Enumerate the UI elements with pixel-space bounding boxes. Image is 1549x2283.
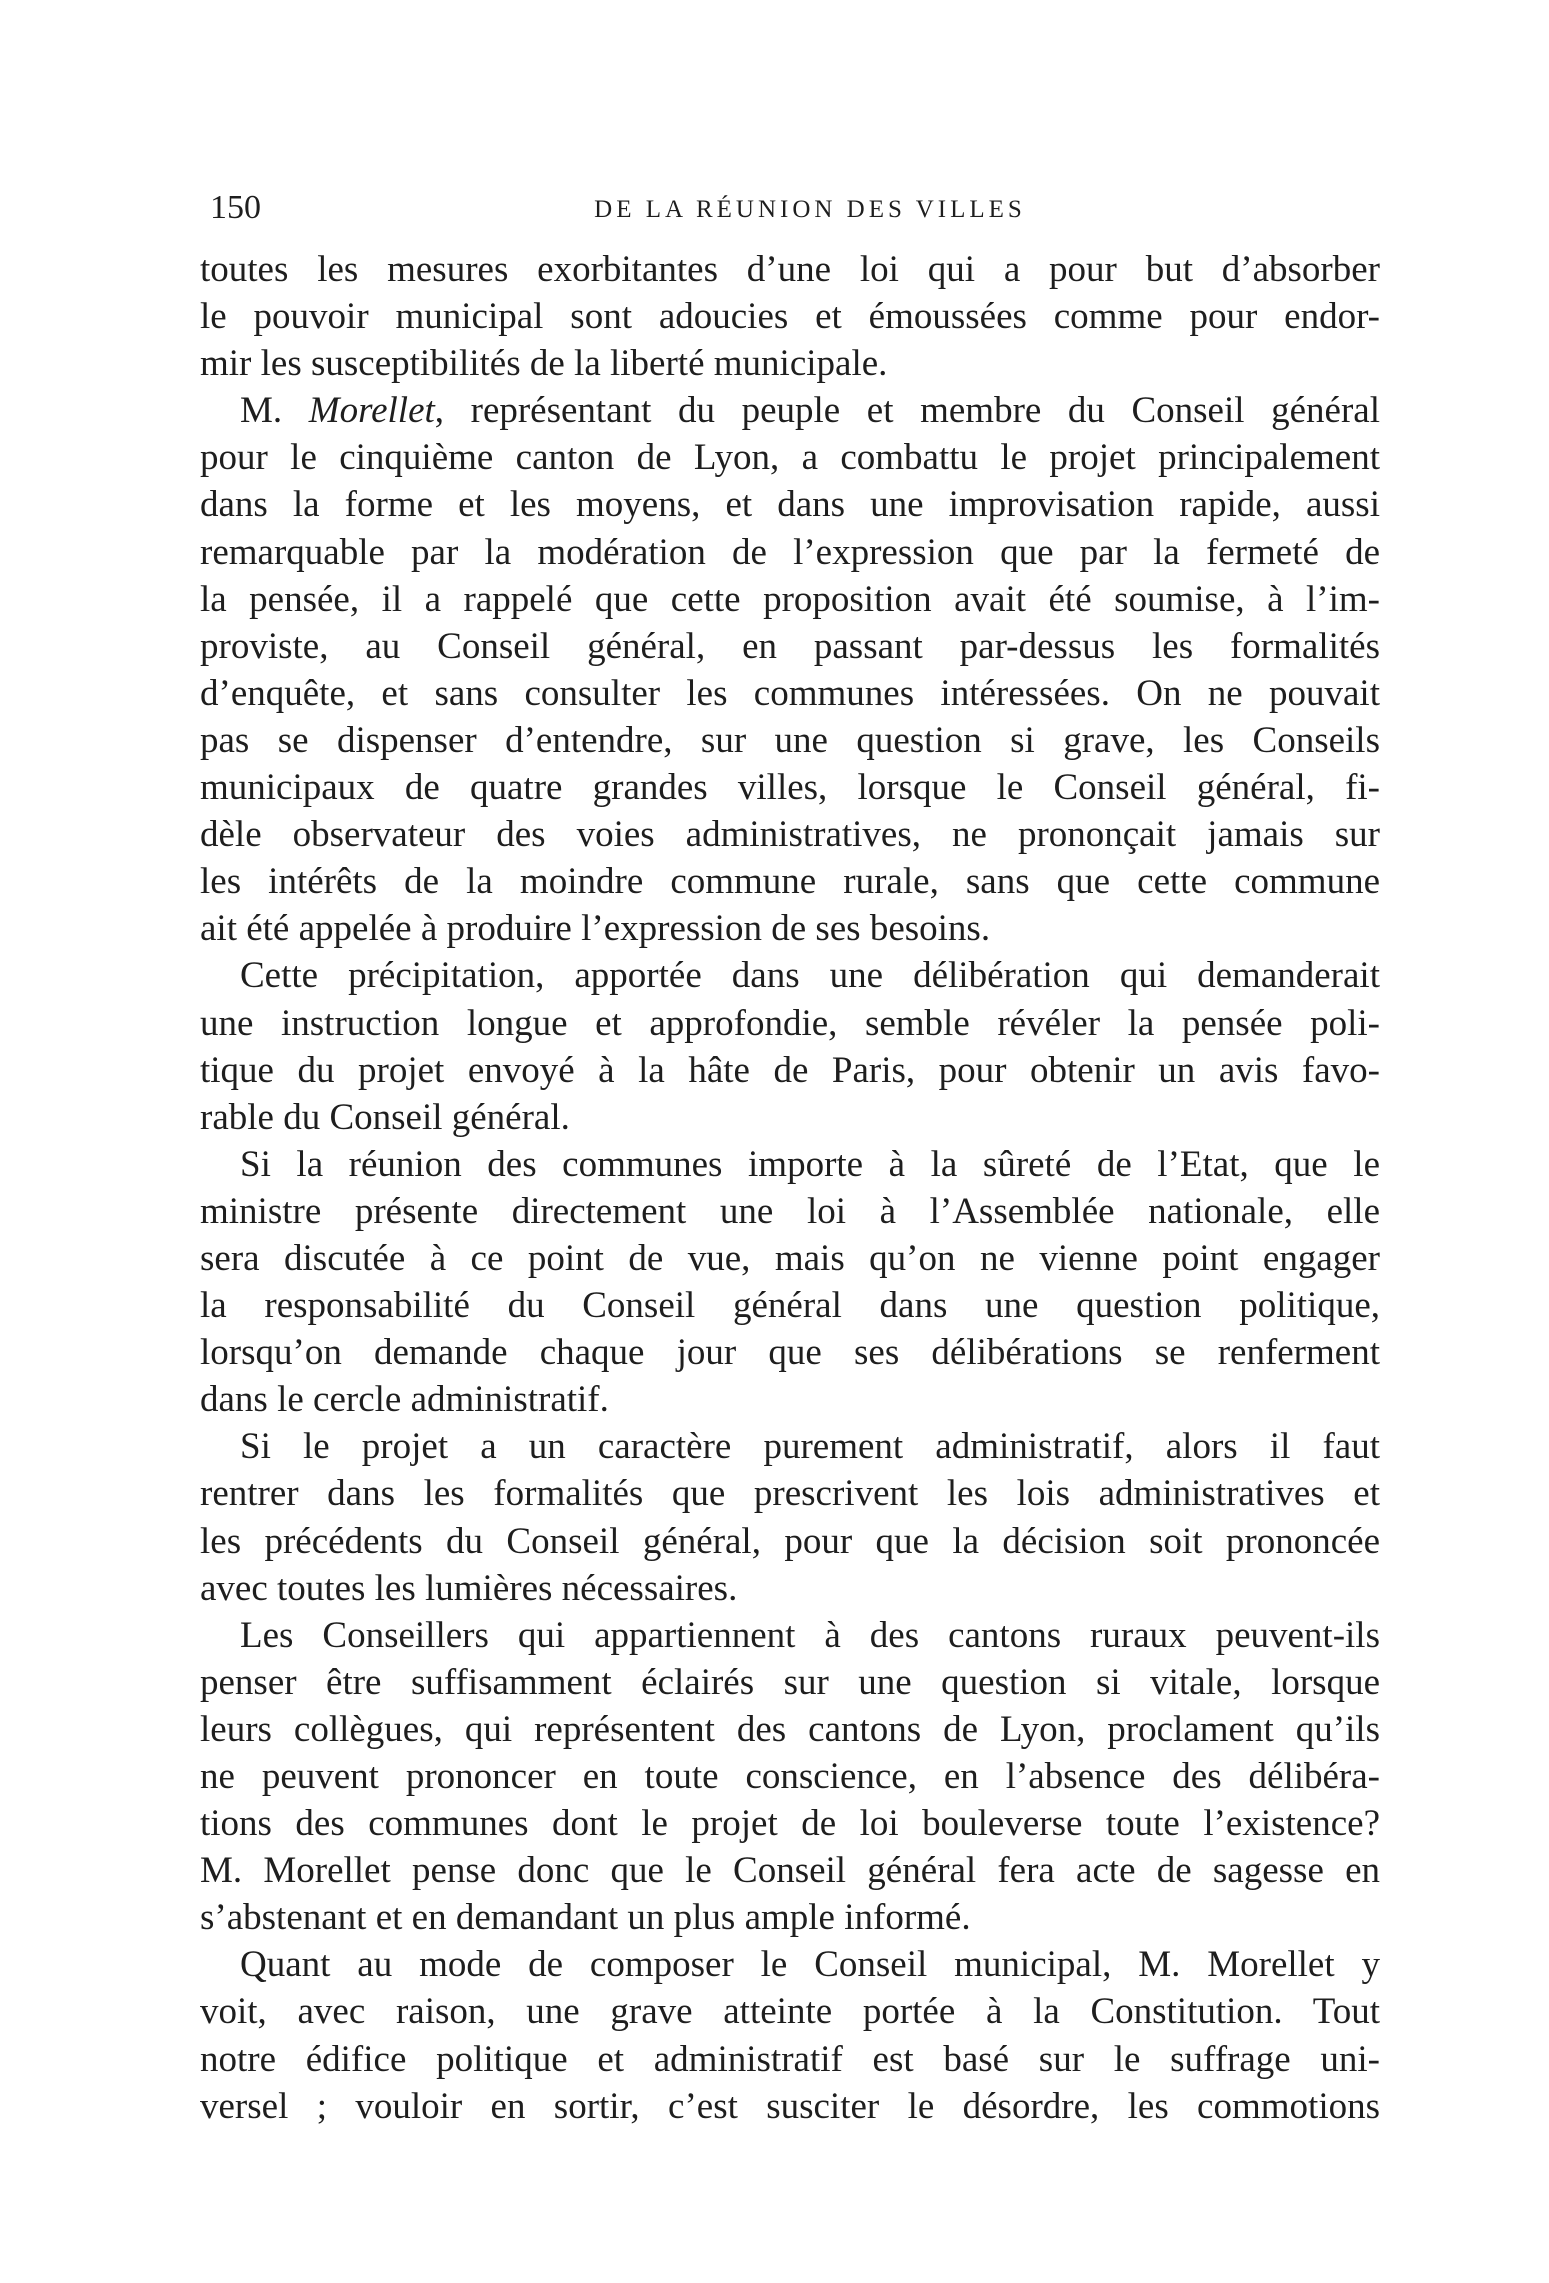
text-line: la pensée, il a rappelé que cette proposition avait été soumise, à l’im-: [200, 578, 1380, 620]
text-line: ait été appelée à produire l’expression de ses besoins.: [200, 908, 991, 950]
text-line: rentrer dans les formalités que prescrivent les lois administratives et: [200, 1473, 1380, 1515]
text-line: ne peuvent prononcer en toute conscience, en l’absence des délibéra-: [200, 1756, 1380, 1797]
running-head: [200, 188, 1380, 228]
text-line: M. Morellet, représentant du peuple et membre du Conseil général: [240, 390, 1380, 432]
text-line: penser être suffisamment éclairés sur une question si vitale, lorsque: [200, 1661, 1380, 1703]
text-line: municipaux de quatre grandes villes, lorsque le Conseil général, fi-: [200, 767, 1380, 809]
italic-name: Morellet: [308, 390, 435, 432]
text-line: ministre présente directement une loi à l’Assemblée nationale, elle: [200, 1190, 1380, 1232]
text-line: mir les susceptibilités de la liberté municipale.: [200, 343, 888, 385]
text-line: M. Morellet pense donc que le Conseil général fera acte de sagesse en: [200, 1850, 1380, 1892]
text-line: dans la forme et les moyens, et dans une improvisation rapide, aussi: [200, 484, 1380, 526]
text-line: d’enquête, et sans consulter les communes intéressées. On ne pouvait: [200, 672, 1380, 714]
text-line: proviste, au Conseil général, en passant par-dessus les formalités: [200, 625, 1380, 667]
text-line: Cette précipitation, apportée dans une délibération qui demanderait: [240, 955, 1380, 997]
body-text: [200, 246, 1380, 2130]
text-line: Les Conseillers qui appartiennent à des cantons ruraux peuvent-ils: [240, 1614, 1380, 1656]
text-line: dèle observateur des voies administratives, ne prononçait jamais sur: [200, 814, 1380, 856]
text-line: lorsqu’on demande chaque jour que ses délibérations se renferment: [200, 1332, 1380, 1374]
text-line: pas se dispenser d’entendre, sur une question si grave, les Conseils: [200, 719, 1380, 761]
text-line: Quant au mode de composer le Conseil municipal, M. Morellet y: [240, 1944, 1380, 1986]
text-line: remarquable par la modération de l’expression que par la fermeté de: [200, 531, 1380, 573]
text-line: avec toutes les lumières nécessaires.: [200, 1567, 738, 1609]
text-line: versel ; vouloir en sortir, c’est susciter le désordre, les commotions: [200, 2085, 1380, 2127]
text-line: voit, avec raison, une grave atteinte portée à la Constitution. Tout: [200, 1991, 1380, 2033]
text-line: le pouvoir municipal sont adoucies et émoussées comme pour endor-: [200, 296, 1380, 338]
text-line: leurs collègues, qui représentent des cantons de Lyon, proclament qu’ils: [200, 1708, 1380, 1750]
text-line: la responsabilité du Conseil général dans une question politique,: [200, 1285, 1380, 1327]
running-title: DE LA RÉUNION DES VILLES: [594, 196, 1026, 223]
text-line: rable du Conseil général.: [200, 1096, 570, 1138]
text-line: Si la réunion des communes importe à la sûreté de l’Etat, que le: [240, 1143, 1380, 1185]
text-line: Si le projet a un caractère purement administratif, alors il faut: [240, 1426, 1380, 1468]
text-line: tions des communes dont le projet de loi bouleverse toute l’existence?: [200, 1803, 1380, 1845]
text-line: les intérêts de la moindre commune rurale, sans que cette commune: [200, 861, 1380, 903]
text-line: les précédents du Conseil général, pour que la décision soit prononcée: [200, 1520, 1380, 1562]
text-line: sera discutée à ce point de vue, mais qu’on ne vienne point engager: [200, 1237, 1380, 1279]
text-line: pour le cinquième canton de Lyon, a combattu le projet principalement: [200, 437, 1380, 479]
text-line: notre édifice politique et administratif est basé sur le suffrage uni-: [200, 2038, 1380, 2080]
text-line: toutes les mesures exorbitantes d’une loi qui a pour but d’absorber: [200, 249, 1380, 290]
text-line: s’abstenant et en demandant un plus ample informé.: [200, 1897, 971, 1939]
text-line: tique du projet envoyé à la hâte de Paris, pour obtenir un avis favo-: [200, 1049, 1380, 1091]
text-line: dans le cercle administratif.: [200, 1379, 609, 1421]
page-number: 150: [210, 189, 261, 226]
text-line: une instruction longue et approfondie, semble révéler la pensée poli-: [200, 1002, 1380, 1044]
